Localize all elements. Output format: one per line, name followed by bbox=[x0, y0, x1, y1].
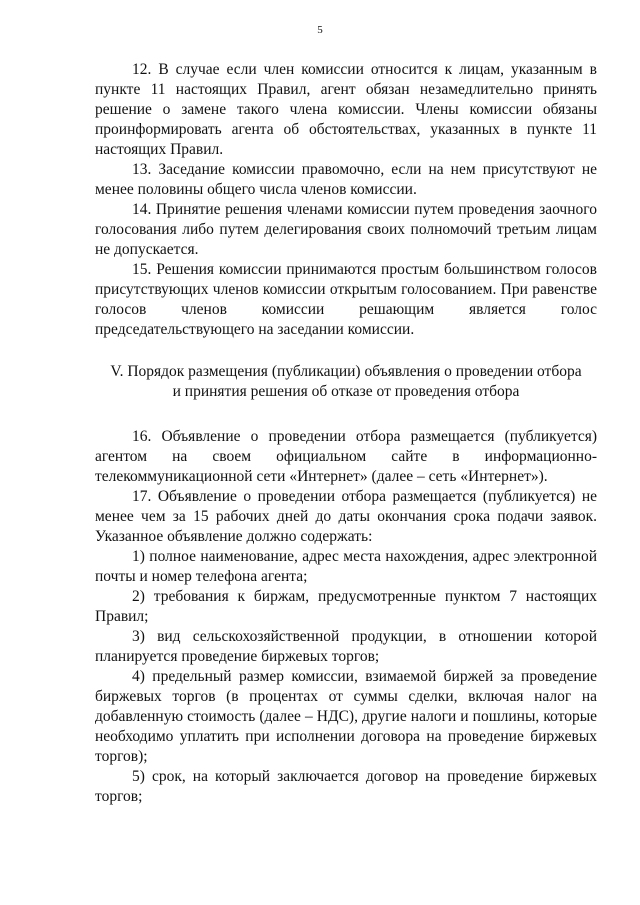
list-item-2: 2) требования к биржам, предусмотренные пунктом 7 настоящих Правил; bbox=[95, 588, 597, 625]
section-heading-line-2: и принятия решения об отказе от проведения отбора bbox=[172, 383, 520, 400]
list-item-1: 1) полное наименование, адрес места нахождения, адрес электронной почты и номер телефона агента; bbox=[95, 548, 597, 585]
paragraph-12: 12. В случае если член комиссии относится к лицам, указанным в пункте 11 настоящих Правил, агент обязан незамедлительно принять решение о замене такого члена комиссии. Члены комиссии обязаны проинформировать агента об обстоятельствах, указанных в пункте 11 настоящих Правил. bbox=[95, 61, 597, 158]
list-item-5: 5) срок, на который заключается договор на проведение биржевых торгов; bbox=[95, 768, 597, 805]
paragraph-17: 17. Объявление о проведении отбора размещается (публикуется) не менее чем за 15 рабочих дней до даты окончания срока подачи заявок. Указанное объявление должно содержать: bbox=[95, 488, 597, 545]
section-heading bbox=[95, 362, 597, 402]
paragraph-15: 15. Решения комиссии принимаются простым большинством голосов присутствующих членов комиссии открытым голосованием. При равенстве голосов членов комиссии решающим является голос председательствующего на заседании комиссии. bbox=[95, 261, 597, 338]
paragraph-13: 13. Заседание комиссии правомочно, если на нем присутствуют не менее половины общего числа членов комиссии. bbox=[95, 161, 597, 198]
paragraph-16: 16. Объявление о проведении отбора размещается (публикуется) агентом на своем официальном сайте в информационно-телекоммуникационной сети «Интернет» (далее – сеть «Интернет»). bbox=[95, 428, 597, 485]
page-number: 5 bbox=[317, 24, 323, 36]
list-item-3: 3) вид сельскохозяйственной продукции, в отношении которой планируется проведение биржевых торгов; bbox=[95, 628, 597, 665]
document-body bbox=[95, 60, 597, 807]
list-item-4: 4) предельный размер комиссии, взимаемой биржей за проведение биржевых торгов (в процентах от суммы сделки, включая налог на добавленную стоимость (далее – НДС), другие налоги и пошлины, которые необходимо уплатить при исполнении договора на проведение биржевых торгов); bbox=[95, 668, 597, 765]
paragraph-14: 14. Принятие решения членами комиссии путем проведения заочного голосования либо путем делегирования своих полномочий третьим лицам не допускается. bbox=[95, 201, 597, 258]
section-heading-line-1: V. Порядок размещения (публикации) объявления о проведении отбора bbox=[110, 363, 582, 380]
